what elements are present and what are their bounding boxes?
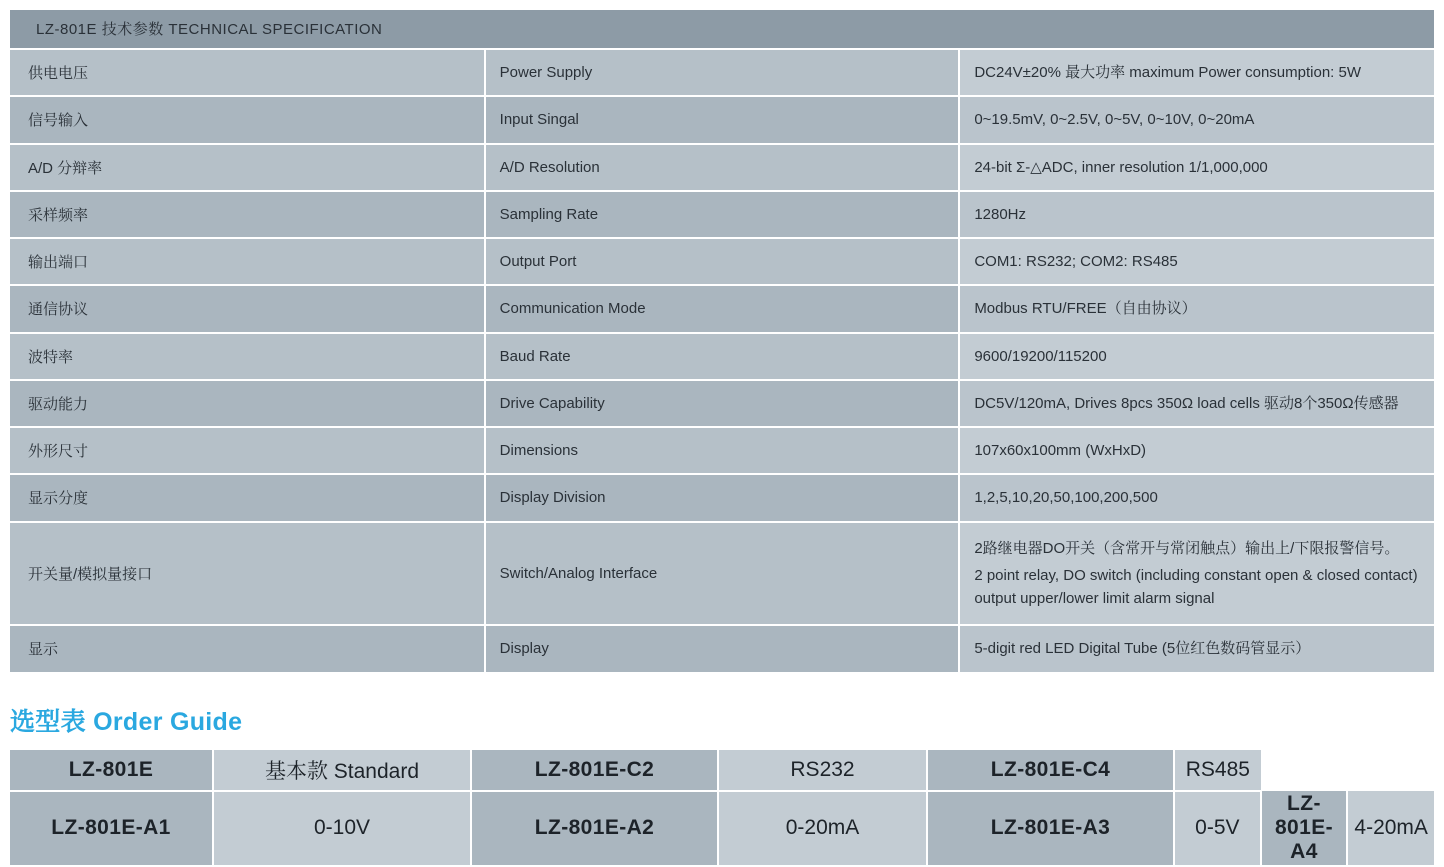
spec-label-cn: 供电电压 (10, 49, 485, 96)
spec-value-line: 9600/19200/115200 (974, 347, 1107, 365)
order-model-desc: 0-10V (213, 791, 471, 866)
order-guide-heading-en: Order Guide (93, 707, 243, 736)
spec-label-en: Input Singal (485, 96, 960, 143)
spec-label-cn: 外形尺寸 (10, 427, 485, 474)
order-model-code: LZ-801E-A3 (927, 791, 1174, 866)
spec-value-line: COM1: RS232; COM2: RS485 (974, 253, 1178, 270)
spec-label-en: Switch/Analog Interface (485, 522, 960, 626)
order-model-desc: 0-20mA (718, 791, 927, 866)
spec-value (959, 474, 1434, 521)
order-guide-heading-cn: 选型表 (10, 707, 86, 736)
spec-label-en: Dimensions (485, 427, 960, 474)
spec-value-line: 107x60x100mm (WxHxD) (974, 442, 1147, 459)
table-row (10, 144, 1434, 191)
spec-value-line: 2 point relay, DO switch (including constant open & closed contact) output upper/lower limit alarm signal (974, 566, 1418, 607)
order-model-desc: RS485 (1174, 750, 1261, 791)
spec-value (959, 238, 1434, 285)
table-row (10, 191, 1434, 238)
table-row (10, 238, 1434, 285)
spec-table-body (10, 10, 1434, 673)
spec-value (959, 96, 1434, 143)
spec-table-title: LZ-801E 技术参数 TECHNICAL SPECIFICATION (10, 10, 1434, 49)
table-row (10, 625, 1434, 672)
technical-specification-table (10, 10, 1434, 674)
spec-value-line: 0~19.5mV, 0~2.5V, 0~5V, 0~10V, 0~20mA (974, 111, 1255, 129)
spec-value (959, 380, 1434, 427)
spec-value-line: DC24V±20% 最大功率 maximum Power consumption: 5W (974, 64, 1361, 81)
order-guide-heading (10, 702, 1444, 738)
table-row (10, 96, 1434, 143)
table-row (10, 427, 1434, 474)
order-model-code: LZ-801E-C4 (927, 750, 1174, 791)
spec-value-line: Modbus RTU/FREE（自由协议） (974, 300, 1197, 318)
spec-label-en: Power Supply (485, 49, 960, 96)
spec-label-cn: 显示 (10, 625, 485, 672)
spec-value (959, 333, 1434, 380)
spec-value-line: 24-bit Σ-△ADC, inner resolution 1/1,000,000 (974, 158, 1268, 176)
table-row (10, 285, 1434, 332)
spec-table-title-row (10, 10, 1434, 49)
table-row (10, 791, 1434, 866)
spec-value-line: 5-digit red LED Digital Tube (5位红色数码管显示） (974, 640, 1311, 658)
spec-value-line: 1,2,5,10,20,50,100,200,500 (974, 489, 1158, 507)
table-row (10, 474, 1434, 521)
spec-value (959, 191, 1434, 238)
spec-sheet-page (0, 10, 1444, 863)
order-model-desc: 0-5V (1174, 791, 1261, 866)
spec-label-cn: 信号输入 (10, 96, 485, 143)
spec-value (959, 625, 1434, 672)
order-model-code: LZ-801E (10, 750, 213, 791)
table-row (10, 522, 1434, 626)
spec-value-line: 2路继电器DO开关（含常开与常闭触点）输出上/下限报警信号。 (974, 539, 1400, 557)
spec-value (959, 285, 1434, 332)
spec-label-cn: 驱动能力 (10, 380, 485, 427)
order-guide-table (10, 750, 1434, 867)
spec-value (959, 144, 1434, 191)
spec-label-cn: 开关量/模拟量接口 (10, 522, 485, 626)
table-row (10, 333, 1434, 380)
table-row (10, 380, 1434, 427)
spec-label-cn: 通信协议 (10, 285, 485, 332)
spec-label-en: Display (485, 625, 960, 672)
spec-label-en: Communication Mode (485, 285, 960, 332)
spec-label-en: Display Division (485, 474, 960, 521)
order-model-code: LZ-801E-A1 (10, 791, 213, 866)
spec-label-en: Baud Rate (485, 333, 960, 380)
spec-label-en: Sampling Rate (485, 191, 960, 238)
order-model-code: LZ-801E-C2 (471, 750, 718, 791)
order-model-desc: 基本款 Standard (213, 750, 471, 791)
spec-label-en: Drive Capability (485, 380, 960, 427)
spec-value (959, 427, 1434, 474)
spec-label-en: Output Port (485, 238, 960, 285)
spec-label-cn: 采样频率 (10, 191, 485, 238)
spec-value (959, 522, 1434, 626)
order-model-code: LZ-801E-A4 (1261, 791, 1348, 866)
spec-label-cn: 显示分度 (10, 474, 485, 521)
spec-label-cn: A/D 分辩率 (10, 144, 485, 191)
order-model-desc: 4-20mA (1347, 791, 1434, 866)
spec-label-en: A/D Resolution (485, 144, 960, 191)
spec-value (959, 49, 1434, 96)
spec-value-line: 1280Hz (974, 205, 1027, 223)
order-model-code: LZ-801E-A2 (471, 791, 718, 866)
table-row (10, 49, 1434, 96)
spec-label-cn: 输出端口 (10, 238, 485, 285)
order-guide-table-body (10, 750, 1434, 866)
table-row (10, 750, 1434, 791)
spec-label-cn: 波特率 (10, 333, 485, 380)
order-model-desc: RS232 (718, 750, 927, 791)
spec-value-line: DC5V/120mA, Drives 8pcs 350Ω load cells 驱动8个350Ω传感器 (974, 394, 1399, 412)
